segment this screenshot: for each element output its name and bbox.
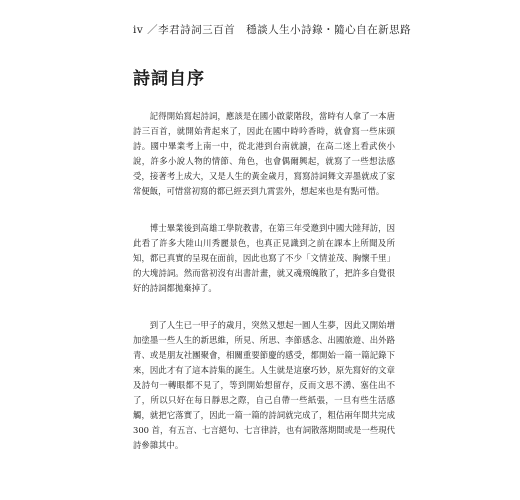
- page-number: iv: [133, 24, 144, 36]
- running-title: ／李君詩詞三百首 穩談人生小詩錄・隨心自在新思路: [147, 24, 412, 36]
- paragraph: 博士畢業後到高雄工學院教書，在第三年受邀到中國大陸拜訪，因此看了許多大陸山川秀麗景色，也真正見識到之前在課本上所聞及所知，都已真實的呈現在面前，因此也寫了不少「文情並茂、胸懷千里」的大塊詩詞。然而當初沒有出書計畫，就又魂飛魄散了，把許多自覺很好的詩詞都拋棄掉了。: [133, 223, 395, 293]
- running-header: [133, 22, 411, 37]
- body-text: [133, 109, 395, 475]
- paragraph: 到了人生已一甲子的歲月，突然又想起一圓人生夢，因此又開始增加塗墨一些人生的新思維，所見、所思、李節感念、出國旅遊、出外路青、或是朋友社團聚會，相關重要節慶的感受，都開始一篇一篇記錄下來，因此才有了這本詩集的誕生。人生就是這麼巧妙，原先寫好的文章及詩句一轉眼都不見了，等到開始想留存，反而文思不湧、塞住出不了，所以只好在每日靜思之際，自己自帶一些紙張，一旦有些生活感觸，就把它落實了，因此一篇一篇的詩詞就完成了，粗估兩年間共完成 300 首，有五言、七言絕句、七言律詩，也有詞散落期間或是一些現代詩參雜其中。: [133, 320, 395, 450]
- chapter-title: 詩詞自序: [133, 69, 205, 89]
- paragraph: 記得開始寫起詩詞，應該是在國小啟蒙階段，當時有人拿了一本唐詩三百首，就開始背起來了，因此在國中時吟香時，就會寫一些床頭詩。國中畢業考上南一中，從北港到台南就讀，在高二迷上看武俠小說，許多小說人物的情節、角色，也會偶爾興起，就寫了一些想法感受，接著考上成大，又是人生的黃金歲月，寫寫詩詞舞文弄墨就成了家常便飯，可惜當初寫的都已經丟到九霄雲外，想起來也是有點可惜。: [133, 111, 395, 196]
